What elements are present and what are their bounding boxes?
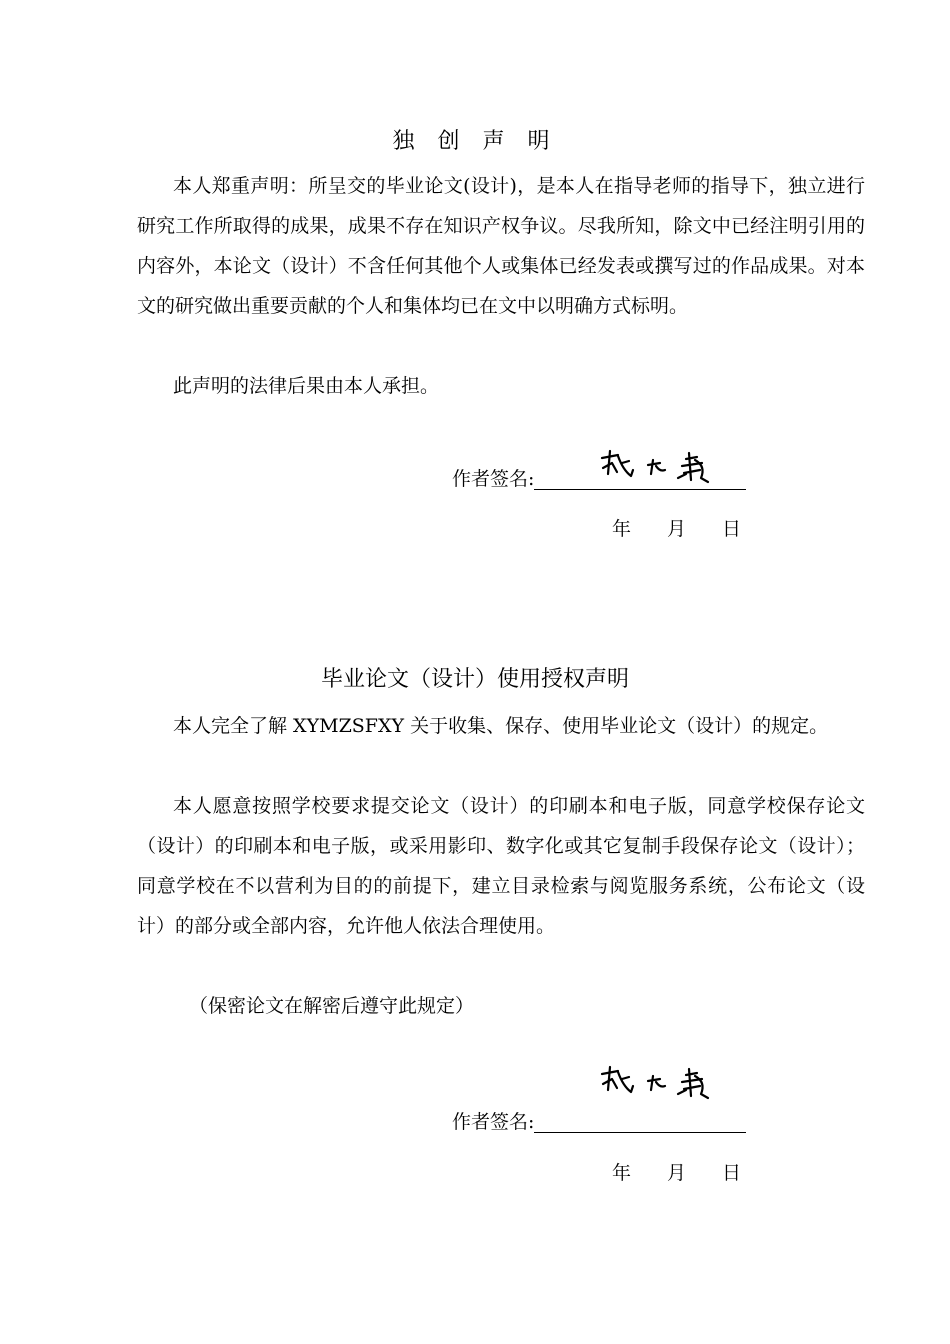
signature-line — [534, 467, 746, 490]
date-day-label: 日 — [722, 1162, 742, 1184]
date-year-label: 年 — [612, 518, 632, 540]
signature-label: 作者签名: — [452, 1111, 535, 1133]
signature-field — [452, 463, 746, 495]
authorization-paragraph-2: 本人愿意按照学校要求提交论文（设计）的印刷本和电子版，同意学校保存论文（设计）的印刷本和电子版，或采用影印、数字化或其它复制手段保存论文（设计）；同意学校在不以营利为目的的前提下，建立目录检索与阅览服务系统，公布论文（设计）的部分或全部内容，允许他人依法合理使用。 — [137, 795, 865, 937]
date-year-label: 年 — [612, 1162, 632, 1184]
signature-line — [534, 1110, 746, 1133]
date-field — [612, 514, 741, 544]
signature-label: 作者签名: — [452, 468, 535, 490]
originality-title: 独 创 声 明 — [392, 129, 558, 154]
date-day-label: 日 — [722, 518, 742, 540]
signature-field — [452, 1106, 746, 1138]
date-month-label: 月 — [667, 518, 687, 540]
legal-consequence-paragraph: 此声明的法律后果由本人承担。 — [173, 375, 440, 397]
handwritten-signature-icon — [598, 1064, 728, 1104]
confidential-note: （保密论文在解密后遵守此规定） — [189, 995, 475, 1017]
authorization-title: 毕业论文（设计）使用授权声明 — [320, 667, 629, 692]
date-month-label: 月 — [667, 1162, 687, 1184]
date-field — [612, 1158, 741, 1188]
originality-paragraph: 本人郑重声明：所呈交的毕业论文(设计)，是本人在指导老师的指导下，独立进行研究工作所取得的成果，成果不存在知识产权争议。尽我所知，除文中已经注明引用的内容外，本论文（设计）不含任何其他个人或集体已经发表或撰写过的作品成果。对本文的研究做出重要贡献的个人和集体均已在文中以明确方式标明。 — [137, 175, 865, 317]
authorization-paragraph-1: 本人完全了解 XYMZSFXY 关于收集、保存、使用毕业论文（设计）的规定。 — [173, 715, 829, 737]
